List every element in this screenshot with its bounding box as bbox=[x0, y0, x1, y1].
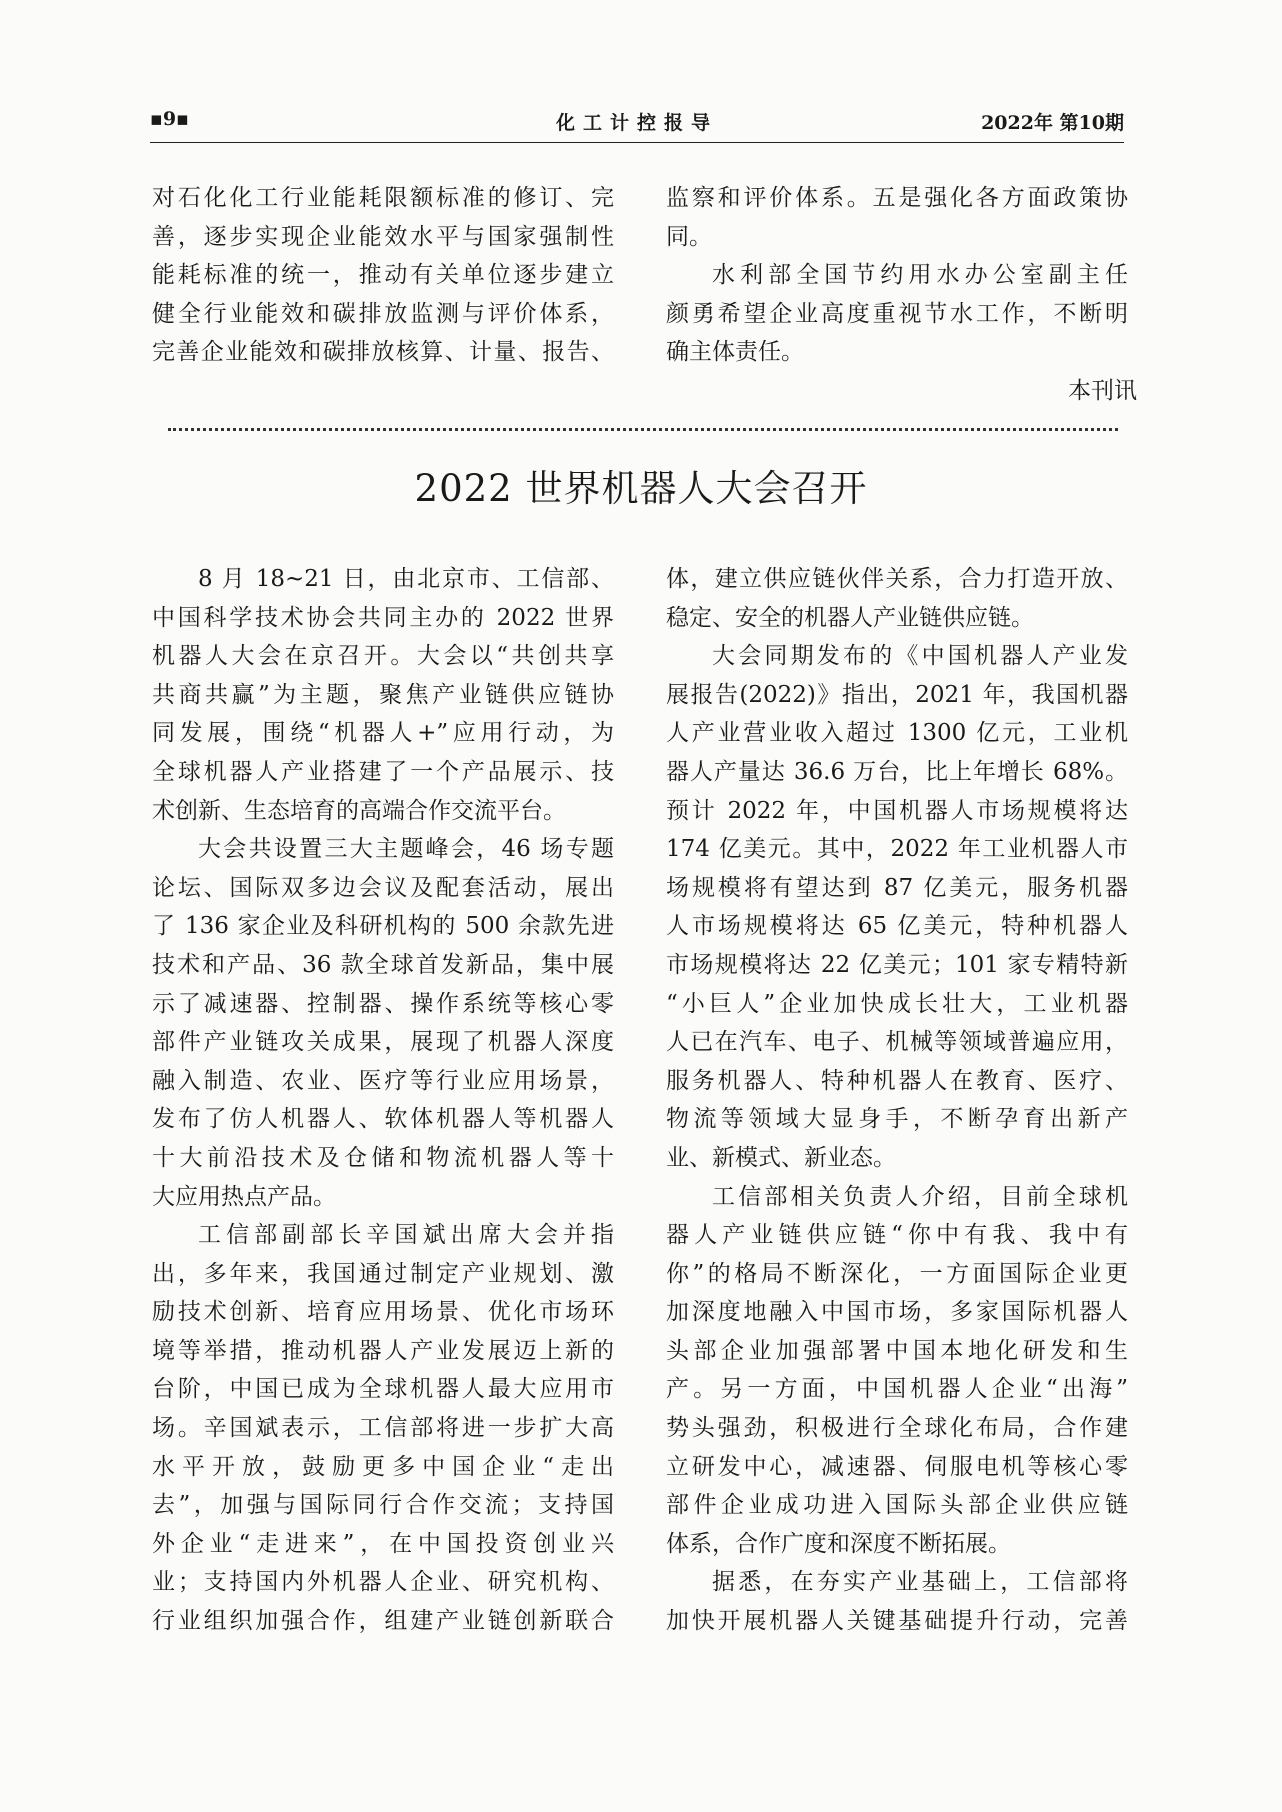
text-line: 部件产业链攻关成果，展现了机器人深度 bbox=[152, 1029, 614, 1056]
text-line: 大会共设置三大主题峰会，46 场专题 bbox=[198, 836, 614, 863]
text-line: 人产业营业收入超过 1300 亿元，工业机 bbox=[666, 720, 1128, 747]
section-divider bbox=[168, 428, 1118, 431]
text-line: 部件企业成功进入国际头部企业供应链 bbox=[666, 1492, 1128, 1519]
page-header bbox=[150, 108, 1124, 143]
text-line: 能耗标准的统一，推动有关单位逐步建立 bbox=[152, 262, 614, 289]
text-line: 同。 bbox=[666, 223, 712, 250]
text-line: 去”，加强与国际同行合作交流；支持国 bbox=[152, 1492, 614, 1519]
text-line: 人市场规模将达 65 亿美元，特种机器人 bbox=[666, 913, 1128, 940]
text-line: 场。辛国斌表示，工信部将进一步扩大高 bbox=[152, 1415, 614, 1442]
text-line: 监察和评价体系。五是强化各方面政策协 bbox=[666, 185, 1128, 211]
text-line: 行业组织加强合作，组建产业链创新联合 bbox=[152, 1608, 614, 1635]
text-line: 融入制造、农业、医疗等行业应用场景， bbox=[152, 1067, 614, 1094]
text-line: 发布了仿人机器人、软体机器人等机器人 bbox=[152, 1106, 614, 1133]
text-line: 共商共赢”为主题，聚焦产业链供应链协 bbox=[152, 681, 614, 708]
text-line: 产。另一方面，中国机器人企业“出海” bbox=[666, 1376, 1128, 1403]
text-line: 稳定、安全的机器人产业链供应链。 bbox=[666, 604, 1034, 631]
text-line: 中国科学技术协会共同主办的 2022 世界 bbox=[152, 604, 614, 631]
text-line: 预计 2022 年，中国机器人市场规模将达 bbox=[666, 797, 1128, 824]
text-line: 确主体责任。 bbox=[666, 339, 804, 366]
text-line: 工信部相关负责人介绍，目前全球机 bbox=[712, 1183, 1128, 1210]
text-line: 大会同期发布的《中国机器人产业发 bbox=[712, 643, 1128, 670]
page-number: ▪9▪ bbox=[150, 108, 189, 130]
text-line: 同发展，围绕“机器人+”应用行动，为 bbox=[152, 720, 614, 747]
article-right-column bbox=[666, 560, 1128, 1641]
text-line: 头部企业加强部署中国本地化研发和生 bbox=[666, 1337, 1128, 1364]
text-line: 器人产量达 36.6 万台，比上年增长 68%。 bbox=[666, 758, 1128, 785]
text-line: 技术和产品、36 款全球首发新品，集中展 bbox=[152, 951, 614, 978]
byline: 本刊讯 bbox=[1068, 378, 1137, 404]
text-line: 业；支持国内外机器人企业、研究机构、 bbox=[152, 1569, 614, 1596]
text-line: 十大前沿技术及仓储和物流机器人等十 bbox=[152, 1144, 614, 1171]
text-line: 了 136 家企业及科研机构的 500 余款先进 bbox=[152, 913, 614, 940]
text-line: 加快开展机器人关键基础提升行动，完善 bbox=[666, 1608, 1128, 1635]
text-line: “小巨人”企业加快成长壮大，工业机器 bbox=[666, 990, 1128, 1017]
text-line: 机器人大会在京召开。大会以“共创共享 bbox=[152, 643, 614, 670]
text-line: 水平开放，鼓励更多中国企业“走出 bbox=[152, 1453, 614, 1480]
text-line: 台阶，中国已成为全球机器人最大应用市 bbox=[152, 1376, 614, 1403]
text-line: 术创新、生态培育的高端合作交流平台。 bbox=[152, 797, 566, 824]
text-line: 工信部副部长辛国斌出席大会并指 bbox=[198, 1222, 614, 1249]
text-line: 水利部全国节约用水办公室副主任 bbox=[712, 262, 1128, 289]
text-line: 境等举措，推动机器人产业发展迈上新的 bbox=[152, 1337, 614, 1364]
article-title: 2022 世界机器人大会召开 bbox=[414, 467, 868, 510]
text-line: 善，逐步实现企业能效水平与国家强制性 bbox=[152, 223, 614, 250]
text-line: 据悉，在夯实产业基础上，工信部将 bbox=[712, 1569, 1128, 1596]
text-line: 体系，合作广度和深度不断拓展。 bbox=[666, 1530, 1011, 1557]
text-line: 物流等领域大显身手，不断孕育出新产 bbox=[666, 1106, 1128, 1133]
text-line: 出，多年来，我国通过制定产业规划、激 bbox=[152, 1260, 614, 1287]
text-line: 势头强劲，积极进行全球化布局，合作建 bbox=[666, 1415, 1128, 1442]
text-line: 展报告(2022)》指出，2021 年，我国机器 bbox=[666, 681, 1128, 708]
text-line: 体，建立供应链伙伴关系，合力打造开放、 bbox=[666, 566, 1128, 592]
text-line: 8 月 18~21 日，由北京市、工信部、 bbox=[198, 566, 614, 592]
text-line: 器人产业链供应链“你中有我、我中有 bbox=[666, 1222, 1128, 1249]
prev-article-right-column bbox=[666, 179, 1128, 372]
text-line: 服务机器人、特种机器人在教育、医疗、 bbox=[666, 1067, 1128, 1094]
text-line: 立研发中心，减速器、伺服电机等核心零 bbox=[666, 1453, 1128, 1480]
text-line: 市场规模将达 22 亿美元；101 家专精特新 bbox=[666, 951, 1128, 978]
text-line: 示了减速器、控制器、操作系统等核心零 bbox=[152, 990, 614, 1017]
text-line: 你”的格局不断深化，一方面国际企业更 bbox=[666, 1260, 1128, 1287]
text-line: 对石化化工行业能耗限额标准的修订、完 bbox=[152, 185, 614, 211]
text-line: 业、新模式、新业态。 bbox=[666, 1144, 896, 1171]
text-line: 场规模将有望达到 87 亿美元，服务机器 bbox=[666, 874, 1128, 901]
journal-name: 化工计控报导 bbox=[555, 112, 718, 134]
text-line: 完善企业能效和碳排放核算、计量、报告、 bbox=[152, 339, 614, 366]
text-line: 全球机器人产业搭建了一个产品展示、技 bbox=[152, 758, 614, 785]
prev-article-left-column bbox=[152, 179, 614, 372]
article-left-column bbox=[152, 560, 614, 1641]
text-line: 外企业“走进来”，在中国投资创业兴 bbox=[152, 1530, 614, 1557]
text-line: 加深度地融入中国市场，多家国际机器人 bbox=[666, 1299, 1128, 1326]
text-line: 人已在汽车、电子、机械等领域普遍应用， bbox=[666, 1029, 1128, 1056]
text-line: 大应用热点产品。 bbox=[152, 1183, 336, 1210]
text-line: 励技术创新、培育应用场景、优化市场环 bbox=[152, 1299, 614, 1326]
text-line: 健全行业能效和碳排放监测与评价体系， bbox=[152, 300, 614, 327]
text-line: 论坛、国际双多边会议及配套活动，展出 bbox=[152, 874, 614, 901]
issue-number: 2022年 第10期 bbox=[981, 112, 1124, 134]
text-line: 颜勇希望企业高度重视节水工作，不断明 bbox=[666, 300, 1128, 327]
text-line: 174 亿美元。其中，2022 年工业机器人市 bbox=[666, 836, 1128, 863]
